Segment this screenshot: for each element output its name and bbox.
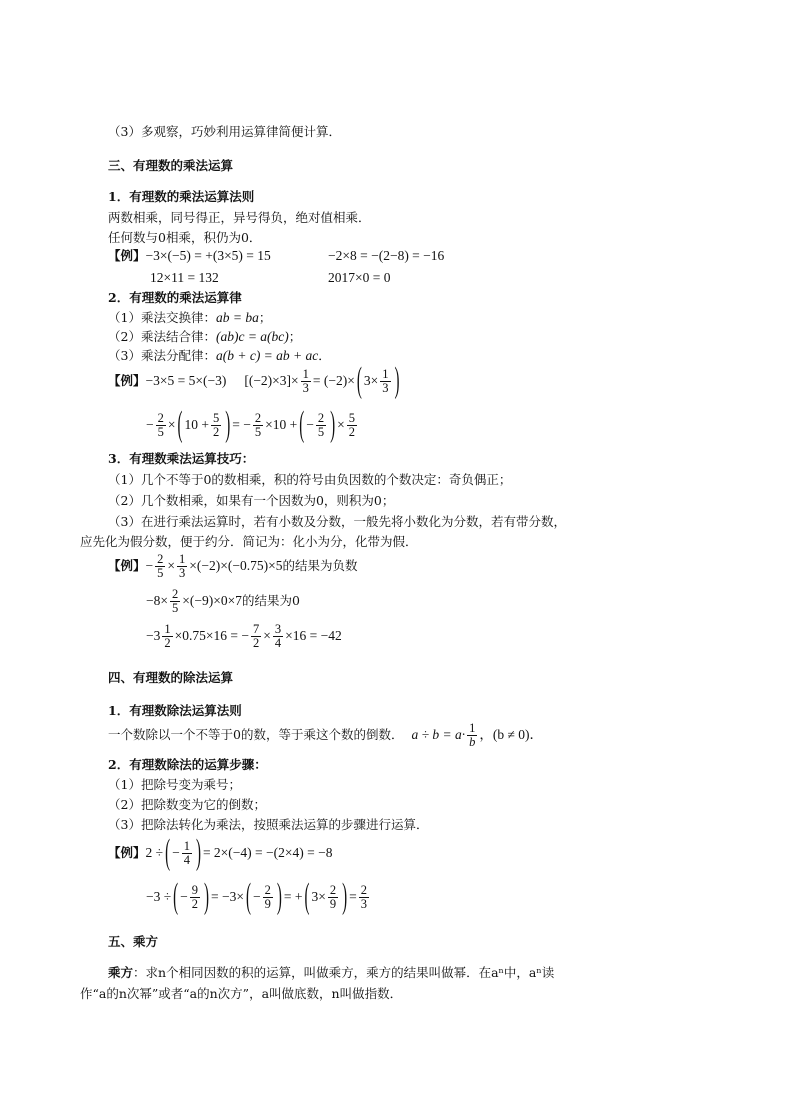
example-row-1	[108, 248, 271, 264]
division-example-row-1: 【例】2 ÷ ( − $\frac{1}{4}$ ) = 2×(−4) = −(2×4) = −8	[108, 834, 333, 873]
fraction-2-9: $\frac{2}{9}$	[329, 883, 337, 912]
example-1d: 2017×0 = 0	[328, 270, 391, 285]
division-example-2c: = +	[283, 889, 303, 905]
example-3b-text: 的结果为0	[241, 593, 300, 609]
example-row-5	[146, 588, 300, 615]
multiplication-rule-1: 两数相乘，同号得正，异号得负，绝对值相乘．	[108, 210, 371, 225]
example-2c-part3: 10 +	[184, 417, 209, 433]
law-3-formula: a(b + c) = ab + ac	[215, 348, 319, 363]
tip-line-3: （3）多观察，巧妙利用运算律简便计算．	[108, 124, 341, 139]
example-2b-part1: [(−2)×3]×	[244, 373, 299, 389]
example-3b-part1: −8×	[146, 593, 168, 609]
example-2c-part2: ×	[167, 417, 176, 433]
example-3a-part2: ×(−2)×(−0.75)×5	[189, 558, 283, 574]
example-3a-text: 的结果为负数	[282, 558, 358, 574]
fraction-2-5: $\frac{2}{5}$	[317, 411, 325, 440]
multiplication-tip-2: （2）几个数相乘，如果有一个因数为0，则积为0；	[108, 493, 395, 508]
fraction-2-3: $\frac{2}{3}$	[360, 883, 367, 912]
law-associative	[108, 329, 301, 345]
division-step-1: （1）把除号变为乘号；	[108, 777, 241, 792]
section-heading-multiplication: 三、有理数的乘法运算	[108, 158, 234, 173]
section-heading-division: 四、有理数的除法运算	[108, 670, 234, 685]
fraction-1-2: $\frac{1}{2}$	[164, 622, 171, 651]
law-distributive	[108, 348, 331, 364]
fraction-2-9: $\frac{2}{9}$	[264, 883, 271, 912]
example-3c-part2: ×0.75×16 = −	[174, 628, 249, 644]
law-2-end: ；	[288, 329, 302, 344]
example-2a: −3×5 = 5×(−3)	[145, 373, 227, 389]
division-example-2e: =	[349, 889, 357, 905]
law-1-label: （1）乘法交换律：	[108, 310, 216, 325]
division-example-1a: 2 ÷	[145, 845, 164, 861]
example-row-3: − $\frac{2}{5}$ × ( 10 + $\frac{5}{2}$ ) = − $\frac{2}{5}$ ×10 + ( − $\frac{2}{5}$ ) × $\frac{5}{2}$	[146, 406, 355, 445]
multiplication-tip-title: 3．有理数乘法运算技巧：	[108, 451, 255, 466]
example-tag: 【例】	[108, 248, 146, 263]
example-2c-part4: = −	[232, 417, 251, 433]
fraction-2-5: $\frac{2}{5}$	[157, 552, 164, 581]
multiplication-rule-2: 任何数与0相乘，积仍为0．	[108, 230, 262, 245]
fraction-7-2: $\frac{7}{2}$	[252, 622, 260, 651]
fraction-2-5: $\frac{2}{5}$	[171, 587, 179, 616]
example-tag: 【例】	[108, 845, 146, 861]
example-3c-part1: −3	[146, 628, 161, 644]
example-2c-part5: ×10 +	[265, 417, 298, 433]
division-rule-title: 1．有理数除法运算法则	[108, 703, 242, 718]
multiplication-tip-3b: 应先化为假分数，便于约分．简记为：化小为分，化带为假．	[80, 534, 418, 549]
fraction-3-4: $\frac{3}{4}$	[274, 622, 282, 651]
power-definition-1: ：求n个相同因数的积的运算，叫做乘方，乘方的结果叫做幂．在aⁿ中，aⁿ读	[133, 965, 555, 980]
example-2b-part2: = (−2)×	[312, 373, 355, 389]
example-2c-part1: −	[146, 417, 154, 433]
division-example-2a: −3 ÷	[146, 889, 172, 905]
example-tag: 【例】	[108, 373, 146, 389]
law-2-label: （2）乘法结合律：	[108, 329, 216, 344]
example-1a: −3×(−5) = +(3×5) = 15	[145, 248, 271, 263]
multiplication-tip-1: （1）几个不等于0的数相乘，积的符号由负因数的个数决定：奇负偶正；	[108, 472, 512, 487]
fraction-1-3: $\frac{1}{3}$	[302, 367, 309, 396]
law-3-end: ．	[318, 348, 331, 363]
fraction-5-2: $\frac{5}{2}$	[348, 411, 355, 440]
law-commutative	[108, 310, 271, 326]
power-definition-line-2: 作“a的n次幂”或者“a的n次方”，a叫做底数，n叫做指数．	[80, 986, 403, 1001]
multiplication-tip-3a: （3）在进行乘法运算时，若有小数及分数，一般先将小数化为分数，若有带分数，	[108, 514, 566, 529]
example-row-6: −3 $\frac{1}{2}$ ×0.75×16 = − $\frac{7}{2}$ × $\frac{3}{4}$ ×16 = −42	[146, 622, 342, 651]
example-row-2: 【例】−3×5 = 5×(−3) [(−2)×3]× $\frac{1}{3}$ = (−2)× ( 3× $\frac{1}{3}$ )	[108, 362, 400, 401]
example-row-4: 【例】− $\frac{2}{5}$ × $\frac{1}{3}$ ×(−2)×(−0.75)×5的结果为负数	[108, 552, 358, 581]
power-definition-line-1	[108, 965, 554, 980]
multiplication-law-title: 2．有理数的乘法运算律	[108, 290, 242, 305]
fraction-1-b: $\frac{1}{b}$	[469, 721, 476, 750]
division-example-2d: 3×	[311, 889, 326, 905]
division-example-1b: = 2×(−4) = −(2×4) = −8	[202, 845, 333, 861]
fraction-5-2: $\frac{5}{2}$	[213, 411, 220, 440]
division-rule	[108, 722, 543, 749]
fraction-2-5: $\frac{2}{5}$	[157, 411, 164, 440]
fraction-1-3: $\frac{1}{3}$	[382, 367, 389, 396]
example-2c-part6: −	[306, 417, 314, 433]
law-3-label: （3）乘法分配律：	[108, 348, 216, 363]
example-3c-part3: = −42	[309, 628, 342, 644]
power-term: 乘方	[108, 965, 134, 980]
division-rule-text: 一个数除以一个不等于0的数，等于乘这个数的倒数．	[108, 727, 404, 743]
fraction-1-3: $\frac{1}{3}$	[179, 552, 186, 581]
fraction-9-2: $\frac{9}{2}$	[191, 883, 199, 912]
law-1-formula: ab = ba	[215, 310, 259, 325]
example-3a-part1: −	[145, 558, 154, 574]
example-tag: 【例】	[108, 558, 146, 574]
section-heading-power: 五、乘方	[108, 934, 159, 949]
example-1c: 12×11 = 132	[150, 270, 219, 285]
example-1b: −2×8 = −(2−8) = −16	[328, 248, 445, 263]
division-step-3: （3）把除法转化为乘法，按照乘法运算的步骤进行运算．	[108, 817, 429, 832]
example-2b-part3: 3×	[363, 373, 379, 389]
fraction-2-5: $\frac{2}{5}$	[254, 411, 262, 440]
division-rule-formula-1: a ÷ b = a·	[411, 727, 466, 743]
fraction-1-4: $\frac{1}{4}$	[183, 839, 190, 868]
law-2-formula: (ab)c = a(bc)	[215, 329, 289, 344]
division-step-title: 2．有理数除法的运算步骤：	[108, 757, 267, 772]
division-example-2b: = −3×	[211, 889, 244, 905]
law-1-end: ；	[258, 310, 272, 325]
division-step-2: （2）把除数变为它的倒数；	[108, 797, 266, 812]
division-example-row-2: −3 ÷ ( − $\frac{9}{2}$ ) = −3× ( − $\frac{2}{9}$ ) = + ( 3× $\frac{2}{9}$ ) = $\frac{2}{3}$	[146, 878, 367, 917]
division-rule-formula-2: ，(b ≠ 0)．	[479, 727, 544, 743]
example-3b-part2: ×(−9)×0×7	[182, 593, 242, 609]
multiplication-rule-title: 1．有理数的乘法运算法则	[108, 189, 255, 204]
example-2c-part7: ×	[337, 417, 345, 433]
